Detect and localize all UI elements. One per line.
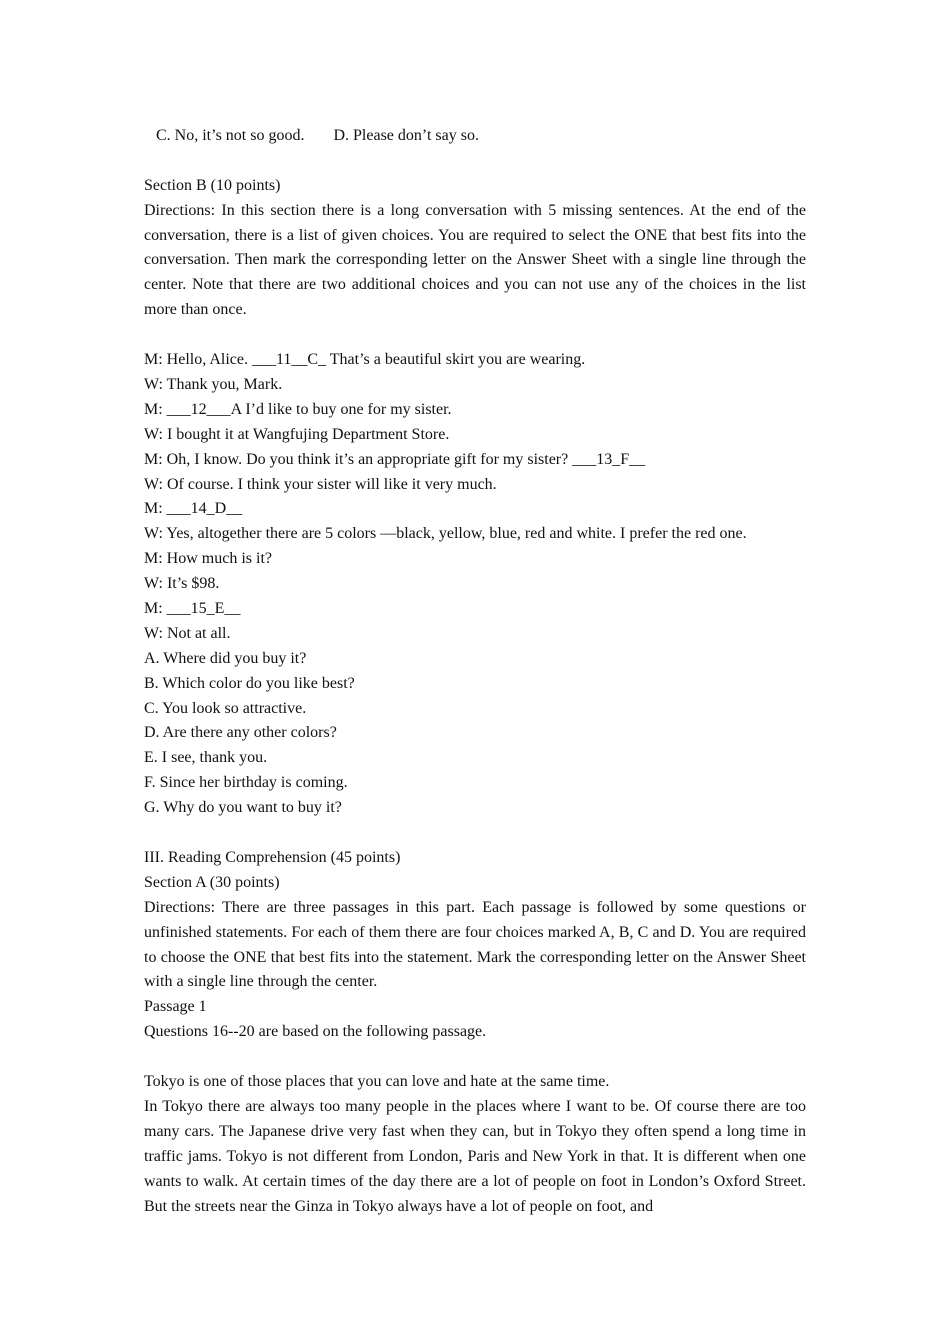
dialogue-line: M: Oh, I know. Do you think it’s an appropriate gift for my sister? ___13_F__: [144, 450, 646, 468]
choice-item: G. Why do you want to buy it?: [144, 799, 342, 817]
choice-item: B. Which color do you like best?: [144, 674, 355, 692]
passage-paragraph-2: In Tokyo there are always too many people in the places where I want to be. Of course there are too many cars. The Japanese drive very fast when they can, but in Tokyo they often spend a long time in traffic jams. Tokyo is not different from London, Paris and New York in that. It is different when one wants to walk. At certain times of the day there are a lot of people on foot in London’s Oxford Street. But the streets near the Ginza in Tokyo always have a lot of people on foot, and: [144, 1097, 806, 1215]
dialogue-line: W: Not at all.: [144, 624, 231, 642]
section-b-heading: Section B (10 points): [144, 176, 281, 194]
dialogue-line: M: Hello, Alice. ___11__C_ That’s a beautiful skirt you are wearing.: [144, 351, 586, 369]
dialogue-line: W: Thank you, Mark.: [144, 375, 283, 393]
choice-item: C. You look so attractive.: [144, 699, 307, 717]
dialogue-line: M: ___15_E__: [144, 600, 241, 617]
section-a-heading: Section A (30 points): [144, 873, 280, 891]
spacer: [144, 323, 806, 348]
dialogue-line: M: ___14_D__: [144, 500, 243, 518]
dialogue-line: W: Of course. I think your sister will like it very much.: [144, 475, 497, 493]
dialogue-line: M: How much is it?: [144, 550, 272, 568]
section-a-directions: Directions: There are three passages in this part. Each passage is followed by some questions or unfinished statements. For each of them there are four choices marked A, B, C and D. You are required to choose the ONE that best fits into the statement. Mark the corresponding letter on the Answer Sheet with a single line through the center.: [144, 898, 806, 991]
section-b-directions: Directions: In this section there is a long conversation with 5 missing sentences. At the end of the conversation, there is a list of given choices. You are required to select the ONE that best fits into the conversation. Then mark the corresponding letter on the Answer Sheet with a single line through the center. Note that there are two additional choices and you can not use any of the choices in the list more than once.: [144, 201, 806, 319]
option-d: D. Please don’t say so.: [333, 127, 479, 144]
option-c: C. No, it’s not so good.: [156, 127, 305, 144]
passage-intro: Questions 16--20 are based on the following passage.: [144, 1023, 487, 1041]
spacer: [144, 821, 806, 846]
dialogue-line: M: ___12___A I’d like to buy one for my sister.: [144, 400, 452, 418]
choice-item: A. Where did you buy it?: [144, 649, 307, 667]
choice-item: D. Are there any other colors?: [144, 724, 337, 742]
choice-item: F. Since her birthday is coming.: [144, 774, 348, 792]
dialogue: [144, 348, 806, 647]
previous-question-options: [144, 124, 806, 149]
spacer: [144, 1045, 806, 1070]
dialogue-line: W: Yes, altogether there are 5 colors —black, yellow, blue, red and white. I prefer the red one.: [144, 525, 747, 543]
passage-paragraph-1: Tokyo is one of those places that you can love and hate at the same time.: [144, 1072, 610, 1090]
choice-item: E. I see, thank you.: [144, 749, 268, 767]
part-three-heading: III. Reading Comprehension (45 points): [144, 848, 401, 866]
spacer: [144, 149, 806, 174]
dialogue-line: W: I bought it at Wangfujing Department Store.: [144, 425, 450, 443]
dialogue-line: W: It’s $98.: [144, 575, 220, 593]
choice-list: [144, 647, 806, 821]
document-body: [144, 124, 806, 1219]
passage-label: Passage 1: [144, 998, 207, 1016]
